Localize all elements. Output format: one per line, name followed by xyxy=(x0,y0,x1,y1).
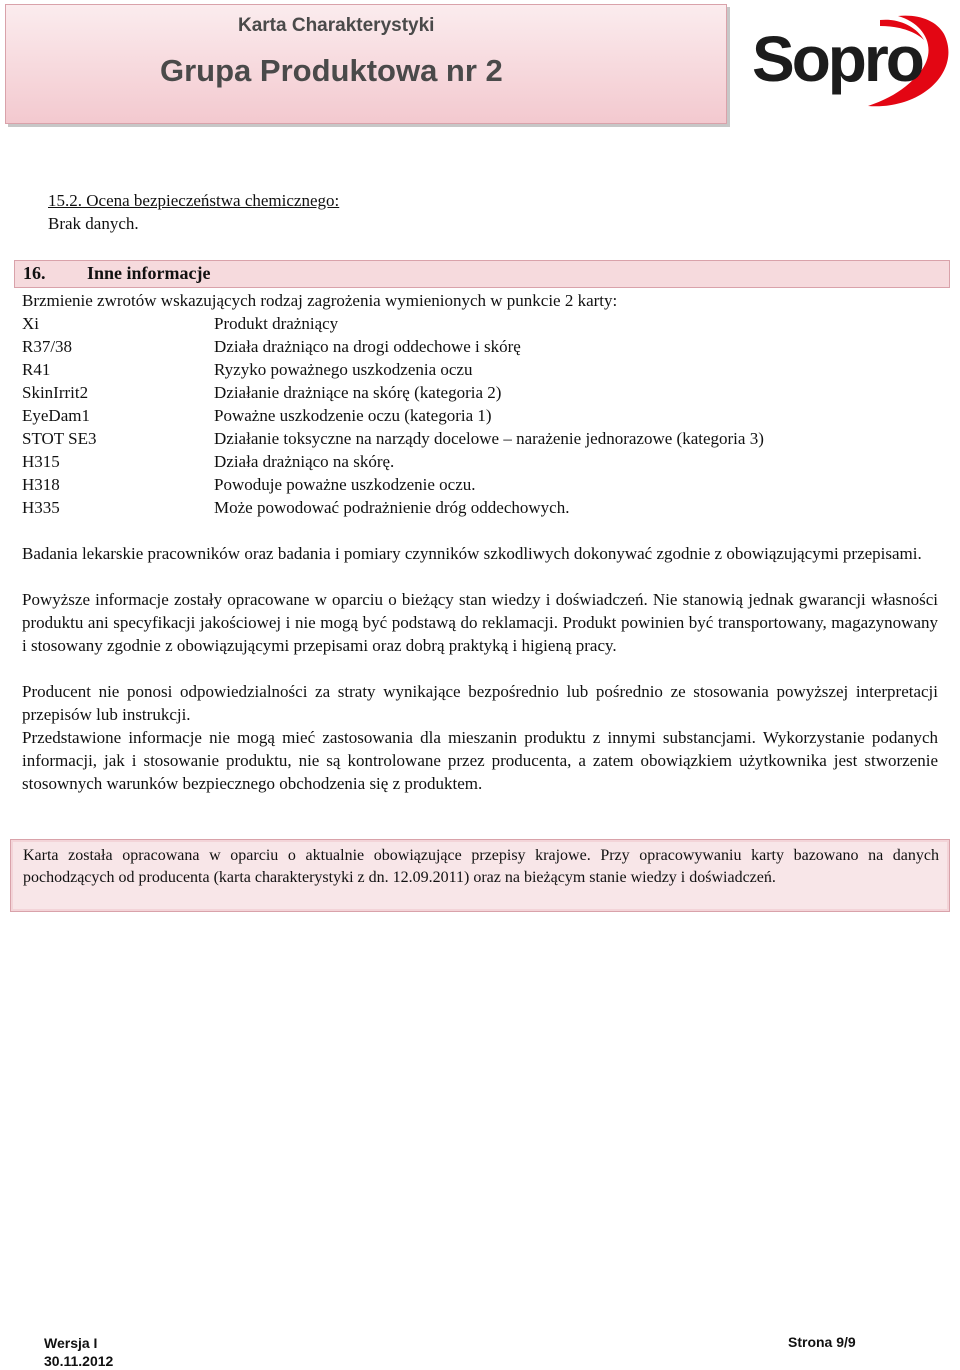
phrases-intro: Brzmienie zwrotów wskazujących rodzaj zagrożenia wymienionych w punkcie 2 karty: xyxy=(22,291,618,310)
note-text: Karta została opracowana w oparciu o aktualnie obowiązujące przepisy krajowe. Przy opracowywaniu karty bazowano na danych pochodzących od producenta (karta charakterystyki z dn. 12.09.2011) oraz na bieżącym stanie wiedzy i doświadczeń. xyxy=(23,847,939,886)
paragraph-medical-exams: Badania lekarskie pracowników oraz badania i pomiary czynników szkodliwych dokonywać zgodnie z obowiązującymi przepisami. xyxy=(22,544,922,563)
document-type: Karta Charakterystyki xyxy=(238,15,435,36)
sopro-logo xyxy=(748,10,958,114)
section-16-title: Inne informacje xyxy=(87,263,211,283)
version-date: 30.11.2012 xyxy=(44,1353,114,1369)
list-item xyxy=(22,312,942,335)
hazard-phrase-list xyxy=(22,312,942,519)
list-item xyxy=(22,450,942,473)
phrase-code: EyeDam1 xyxy=(22,406,90,425)
phrase-code: H318 xyxy=(22,475,60,494)
list-item xyxy=(22,335,942,358)
phrase-text: Działanie drażniące na skórę (kategoria 2) xyxy=(214,383,502,402)
list-item xyxy=(22,473,942,496)
list-item xyxy=(22,427,942,450)
list-item xyxy=(22,358,942,381)
footer-version xyxy=(44,1334,113,1370)
paragraph-information-basis: Powyższe informacje zostały opracowane w oparciu o bieżący stan wiedzy i doświadczeń. Nie stanowią jednak gwarancji własności produktu ani specyfikacji jakościowej i nie mogą być podstawą do reklamacji. Produkt powinien być transportowany, magazynowany i stosowany zgodnie z obowiązującymi przepisami oraz dobrą praktyką i higieną pracy. xyxy=(22,590,938,655)
version-label: Wersja I xyxy=(44,1335,98,1351)
phrase-text: Poważne uszkodzenie oczu (kategoria 1) xyxy=(214,406,492,425)
list-item xyxy=(22,496,942,519)
phrase-text: Działa drażniąco na drogi oddechowe i skórę xyxy=(214,337,521,356)
phrase-text: Działa drażniąco na skórę. xyxy=(214,452,395,471)
section-15-2-title: 15.2. Ocena bezpieczeństwa chemicznego: xyxy=(48,191,340,210)
phrase-code: SkinIrrit2 xyxy=(22,383,89,402)
phrase-code: STOT SE3 xyxy=(22,429,97,448)
section-16-number: 16. xyxy=(23,263,46,283)
list-item xyxy=(22,381,942,404)
phrase-code: R37/38 xyxy=(22,337,73,356)
paragraph-liability: Producent nie ponosi odpowiedzialności za straty wynikające bezpośrednio lub pośrednio ze stosowania powyższej interpretacji przepisów lub instrukcji. xyxy=(22,682,938,724)
phrase-code: H335 xyxy=(22,498,60,517)
phrase-code: H315 xyxy=(22,452,60,471)
paragraph-usage-restrictions: Przedstawione informacje nie mogą mieć zastosowania dla mieszanin produktu z innymi substancjami. Wykorzystanie podanych informacji, jak i stosowanie produktu, nie są kontrolowane przez producenta, a zatem obowiązkiem użytkownika jest stworzenie stosownych warunków bezpiecznego obchodzenia się z produktem. xyxy=(22,728,938,793)
phrase-text: Ryzyko poważnego uszkodzenia oczu xyxy=(214,360,473,379)
phrase-text: Produkt drażniący xyxy=(214,314,339,333)
section-16-header xyxy=(14,260,950,288)
phrase-text: Powoduje poważne uszkodzenie oczu. xyxy=(214,475,476,494)
note-box xyxy=(10,839,950,912)
header-banner xyxy=(5,4,727,124)
page-number: Strona 9/9 xyxy=(788,1334,856,1350)
section-15-2-body: Brak danych. xyxy=(48,214,139,233)
phrase-text: Działanie toksyczne na narządy docelowe – narażenie jednorazowe (kategoria 3) xyxy=(214,429,764,448)
document-title: Grupa Produktowa nr 2 xyxy=(160,53,503,88)
phrase-text: Może powodować podrażnienie dróg oddechowych. xyxy=(214,498,570,517)
list-item xyxy=(22,404,942,427)
phrase-code: Xi xyxy=(22,314,39,333)
logo-wordmark: Sopro xyxy=(752,23,922,95)
phrase-code: R41 xyxy=(22,360,51,379)
